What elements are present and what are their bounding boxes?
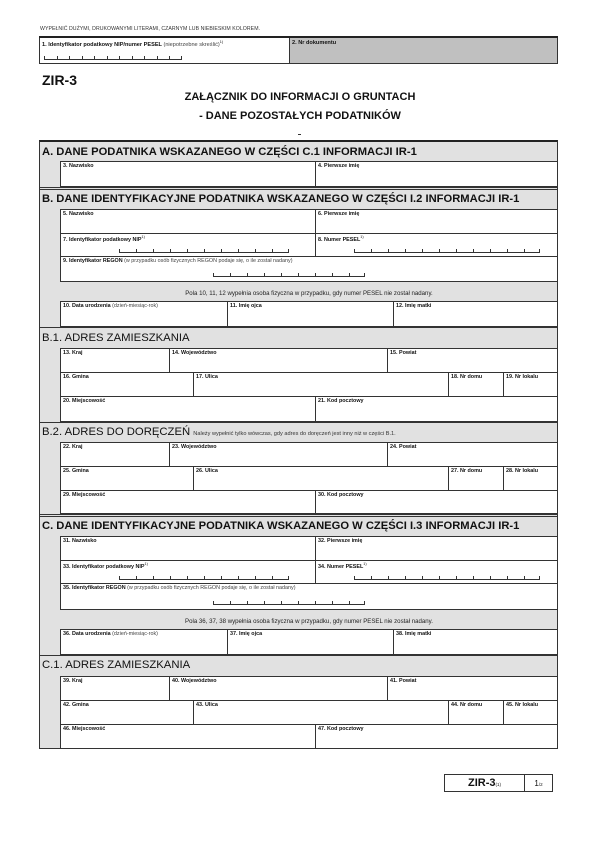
nip-pesel-label: 1. Identyfikator podatkowy NIP/numer PESEL (niepotrzebne skreślić)$^{1)}$ bbox=[42, 40, 224, 48]
fields-10-12-note: Pola 10, 11, 12 wypełnia osoba fizyczna w przypadku, gdy numer PESEL nie został nadany. bbox=[185, 290, 433, 297]
field-25-commune[interactable] bbox=[60, 466, 194, 491]
document-header bbox=[39, 36, 558, 64]
field-36-birth-date[interactable] bbox=[60, 629, 228, 655]
document-number-label: 2. Nr dokumentu bbox=[292, 40, 337, 46]
field-38-label: 38. Imię matki bbox=[396, 631, 432, 637]
field-29-city[interactable] bbox=[60, 490, 316, 514]
field-12-label: 12. Imię matki bbox=[396, 303, 432, 309]
field-27-house-number[interactable] bbox=[448, 466, 504, 491]
field-18-label: 18. Nr domu bbox=[451, 374, 483, 380]
field-34-label: 34. Numer PESEL$^{1)}$ bbox=[318, 562, 367, 570]
field-28-apartment-number[interactable] bbox=[503, 466, 558, 491]
field-40-label: 40. Województwo bbox=[172, 678, 217, 684]
field-39-country[interactable] bbox=[60, 676, 170, 701]
field-30-postal-code[interactable] bbox=[315, 490, 558, 514]
field-4-first-name[interactable] bbox=[315, 161, 558, 187]
field-44-label: 44. Nr domu bbox=[451, 702, 483, 708]
field-47-label: 47. Kod pocztowy bbox=[318, 726, 364, 732]
field-15-county[interactable] bbox=[387, 348, 558, 373]
field-41-label: 41. Powiat bbox=[390, 678, 417, 684]
field-33-label: 33. Identyfikator podatkowy NIP$^{1)}$ bbox=[63, 562, 148, 570]
field-41-county[interactable] bbox=[387, 676, 558, 701]
section-b2-note: Należy wypełnić tylko wówczas, gdy adres do doręczeń jest inny niż w części B.1. bbox=[193, 431, 396, 437]
field-20-city[interactable] bbox=[60, 396, 316, 422]
field-13-country[interactable] bbox=[60, 348, 170, 373]
nip-comb bbox=[119, 249, 289, 253]
field-21-label: 21. Kod pocztowy bbox=[318, 398, 364, 404]
divider-mark bbox=[298, 134, 301, 135]
field-13-label: 13. Kraj bbox=[63, 350, 83, 356]
field-18-house-number[interactable] bbox=[448, 372, 504, 397]
field-14-label: 14. Województwo bbox=[172, 350, 217, 356]
field-28-label: 28. Nr lokalu bbox=[506, 468, 539, 474]
divider bbox=[40, 514, 557, 517]
field-32-first-name[interactable] bbox=[315, 536, 558, 561]
pesel-comb bbox=[354, 576, 540, 580]
field-45-apartment-number[interactable] bbox=[503, 700, 558, 725]
field-17-label: 17. Ulica bbox=[196, 374, 218, 380]
field-5-surname[interactable] bbox=[60, 209, 316, 234]
regon-comb bbox=[213, 601, 365, 605]
field-33-nip[interactable] bbox=[60, 560, 316, 584]
field-42-label: 42. Gmina bbox=[63, 702, 89, 708]
field-14-voivodeship[interactable] bbox=[169, 348, 388, 373]
field-3-surname[interactable] bbox=[60, 161, 316, 187]
regon-comb bbox=[213, 273, 365, 277]
field-15-label: 15. Powiat bbox=[390, 350, 417, 356]
field-45-label: 45. Nr lokalu bbox=[506, 702, 539, 708]
pesel-comb bbox=[354, 249, 540, 253]
field-21-postal-code[interactable] bbox=[315, 396, 558, 422]
field-29-label: 29. Miejscowość bbox=[63, 492, 106, 498]
field-6-label: 6. Pierwsze imię bbox=[318, 211, 360, 217]
field-39-label: 39. Kraj bbox=[63, 678, 83, 684]
field-34-pesel[interactable] bbox=[315, 560, 558, 584]
section-b1-title: B.1. ADRES ZAMIESZKANIA bbox=[42, 332, 190, 344]
field-26-street[interactable] bbox=[193, 466, 449, 491]
field-44-house-number[interactable] bbox=[448, 700, 504, 725]
field-6-first-name[interactable] bbox=[315, 209, 558, 234]
field-23-label: 23. Województwo bbox=[172, 444, 217, 450]
field-7-label: 7. Identyfikator podatkowy NIP$^{1)}$ bbox=[63, 235, 145, 243]
field-35-label: 35. Identyfikator REGON (w przypadku osób fizycznych REGON podaje się, o ile został nadany) bbox=[63, 585, 296, 591]
taxpayer-form bbox=[39, 140, 558, 749]
field-42-commune[interactable] bbox=[60, 700, 194, 725]
field-22-country[interactable] bbox=[60, 442, 170, 467]
field-43-label: 43. Ulica bbox=[196, 702, 218, 708]
divider bbox=[40, 655, 557, 656]
field-46-city[interactable] bbox=[60, 724, 316, 749]
field-32-label: 32. Pierwsze imię bbox=[318, 538, 363, 544]
form-title: ZAŁĄCZNIK DO INFORMACJI O GRUNTACH bbox=[184, 91, 416, 103]
field-37-label: 37. Imię ojca bbox=[230, 631, 263, 637]
field-16-label: 16. Gmina bbox=[63, 374, 89, 380]
section-c1-title: C.1. ADRES ZAMIESZKANIA bbox=[42, 659, 191, 671]
field-31-surname[interactable] bbox=[60, 536, 316, 561]
field-16-commune[interactable] bbox=[60, 372, 194, 397]
field-9-regon[interactable] bbox=[60, 256, 558, 282]
field-26-label: 26. Ulica bbox=[196, 468, 218, 474]
nip-comb bbox=[119, 576, 289, 580]
field-24-county[interactable] bbox=[387, 442, 558, 467]
nip-pesel-comb bbox=[44, 56, 182, 60]
section-b-title: B. DANE IDENTYFIKACYJNE PODATNIKA WSKAZANEGO W CZĘŚCI I.2 INFORMACJI IR-1 bbox=[42, 193, 520, 205]
field-35-regon[interactable] bbox=[60, 583, 558, 610]
field-4-label: 4. Pierwsze imię bbox=[318, 163, 360, 169]
field-43-street[interactable] bbox=[193, 700, 449, 725]
field-10-label: 10. Data urodzenia (dzień-miesiąc-rok) bbox=[63, 303, 158, 309]
field-30-label: 30. Kod pocztowy bbox=[318, 492, 364, 498]
field-8-pesel[interactable] bbox=[315, 233, 558, 257]
field-11-father-name[interactable] bbox=[227, 301, 394, 327]
field-24-label: 24. Powiat bbox=[390, 444, 417, 450]
footer-page-number: 1/2 bbox=[534, 779, 543, 788]
field-20-label: 20. Miejscowość bbox=[63, 398, 106, 404]
fill-instruction: WYPEŁNIĆ DUŻYMI, DRUKOWANYMI LITERAMI, CZARNYM LUB NIEBIESKIM KOLOREM. bbox=[40, 26, 261, 32]
field-23-voivodeship[interactable] bbox=[169, 442, 388, 467]
field-7-nip[interactable] bbox=[60, 233, 316, 257]
field-25-label: 25. Gmina bbox=[63, 468, 89, 474]
fields-36-38-note: Pola 36, 37, 38 wypełnia osoba fizyczna w przypadku, gdy numer PESEL nie został nadany. bbox=[185, 618, 433, 625]
field-9-label: 9. Identyfikator REGON (w przypadku osób fizycznych REGON podaje się, o ile został nadany) bbox=[63, 258, 293, 264]
field-37-father-name[interactable] bbox=[227, 629, 394, 655]
field-8-label: 8. Numer PESEL$^{1)}$ bbox=[318, 235, 364, 243]
field-46-label: 46. Miejscowość bbox=[63, 726, 106, 732]
field-12-mother-name[interactable] bbox=[393, 301, 558, 327]
divider bbox=[40, 187, 557, 190]
field-11-label: 11. Imię ojca bbox=[230, 303, 262, 309]
field-31-label: 31. Nazwisko bbox=[63, 538, 97, 544]
field-5-label: 5. Nazwisko bbox=[63, 211, 94, 217]
page-footer bbox=[444, 774, 553, 792]
form-subtitle: - DANE POZOSTAŁYCH PODATNIKÓW bbox=[199, 110, 401, 122]
section-c-title: C. DANE IDENTYFIKACYJNE PODATNIKA WSKAZANEGO W CZĘŚCI I.3 INFORMACJI IR-1 bbox=[42, 520, 520, 532]
footer-form-code: ZIR-3(1) bbox=[445, 775, 525, 791]
section-b2-title: B.2. ADRES DO DORĘCZEŃ Należy wypełnić tylko wówczas, gdy adres do doręczeń jest inny niż w części B.1. bbox=[42, 426, 396, 438]
form-code: ZIR-3 bbox=[42, 72, 77, 88]
field-36-label: 36. Data urodzenia (dzień-miesiąc-rok) bbox=[63, 631, 158, 637]
field-19-apartment-number[interactable] bbox=[503, 372, 558, 397]
section-a-title: A. DANE PODATNIKA WSKAZANEGO W CZĘŚCI C.1 INFORMACJI IR-1 bbox=[42, 146, 417, 158]
field-27-label: 27. Nr domu bbox=[451, 468, 483, 474]
nip-pesel-field[interactable] bbox=[39, 38, 290, 63]
field-22-label: 22. Kraj bbox=[63, 444, 83, 450]
field-40-voivodeship[interactable] bbox=[169, 676, 388, 701]
field-3-label: 3. Nazwisko bbox=[63, 163, 94, 169]
field-47-postal-code[interactable] bbox=[315, 724, 558, 749]
divider bbox=[40, 422, 557, 423]
field-38-mother-name[interactable] bbox=[393, 629, 558, 655]
document-number-field bbox=[290, 38, 558, 63]
field-10-birth-date[interactable] bbox=[60, 301, 228, 327]
divider bbox=[40, 327, 557, 328]
field-17-street[interactable] bbox=[193, 372, 449, 397]
field-19-label: 19. Nr lokalu bbox=[506, 374, 539, 380]
